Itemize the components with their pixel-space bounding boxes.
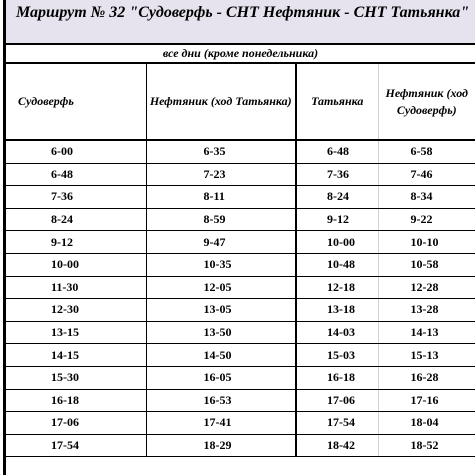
- departure-time-cell: 16-05: [146, 366, 296, 389]
- table-row: [6, 186, 475, 209]
- table-row: [6, 321, 475, 344]
- departure-time-cell: 15-03: [296, 344, 378, 367]
- departure-time-cell: 9-22: [378, 208, 475, 231]
- departure-time-cell: 13-05: [146, 299, 296, 322]
- departure-time-cell: 14-13: [378, 321, 475, 344]
- departure-time-cell: 16-18: [296, 366, 378, 389]
- table-row: [6, 163, 475, 186]
- departure-time-cell: 13-50: [146, 321, 296, 344]
- departure-time-cell: 12-30: [6, 299, 146, 322]
- departure-time-cell: 16-18: [6, 389, 146, 412]
- table-row: [6, 253, 475, 276]
- table-row: [6, 434, 475, 457]
- departure-time-cell: 8-24: [296, 186, 378, 209]
- departure-time-cell: 16-28: [378, 366, 475, 389]
- departure-time-cell: 7-23: [146, 163, 296, 186]
- departure-time-cell: 10-00: [296, 231, 378, 254]
- departure-time-cell: 17-54: [6, 434, 146, 457]
- departure-time-cell: 18-29: [146, 434, 296, 457]
- departure-time-cell: 10-10: [378, 231, 475, 254]
- departure-time-cell: 17-06: [6, 412, 146, 435]
- departure-time-cell: 6-35: [146, 140, 296, 163]
- departure-time-cell: 13-18: [296, 299, 378, 322]
- departure-time-cell: 18-52: [378, 434, 475, 457]
- departure-time-cell: 12-28: [378, 276, 475, 299]
- departure-time-cell: 12-18: [296, 276, 378, 299]
- departure-time-cell: 17-06: [296, 389, 378, 412]
- departure-time-cell: 14-50: [146, 344, 296, 367]
- departure-time-cell: 7-46: [378, 163, 475, 186]
- departure-time-cell: 10-35: [146, 253, 296, 276]
- timetable-body: [6, 140, 475, 457]
- departure-time-cell: 8-59: [146, 208, 296, 231]
- departure-time-cell: 7-36: [296, 163, 378, 186]
- departure-time-cell: 17-54: [296, 412, 378, 435]
- departure-time-cell: 17-16: [378, 389, 475, 412]
- departure-time-cell: 13-15: [6, 321, 146, 344]
- departure-time-cell: 12-05: [146, 276, 296, 299]
- departure-time-cell: 6-00: [6, 140, 146, 163]
- table-row: [6, 366, 475, 389]
- departure-time-cell: 6-48: [6, 163, 146, 186]
- table-row: [6, 344, 475, 367]
- departure-time-cell: 13-28: [378, 299, 475, 322]
- departure-time-cell: 15-30: [6, 366, 146, 389]
- route-title: Маршрут № 32 "Судоверфь - СНТ Нефтяник - СНТ Татьянка": [6, 0, 475, 45]
- departure-time-cell: 8-11: [146, 186, 296, 209]
- departure-time-cell: 8-34: [378, 186, 475, 209]
- table-row: [6, 389, 475, 412]
- departure-time-cell: 14-15: [6, 344, 146, 367]
- table-row: [6, 412, 475, 435]
- table-row: [6, 276, 475, 299]
- schedule-sheet: [3, 0, 475, 475]
- departure-time-cell: 6-48: [296, 140, 378, 163]
- table-row: [6, 231, 475, 254]
- schedule-days-note: все дни (кроме понедельника): [6, 45, 475, 64]
- departure-time-cell: 18-04: [378, 412, 475, 435]
- column-header-sudoverf: Судоверфь: [6, 64, 146, 140]
- departure-time-cell: 14-03: [296, 321, 378, 344]
- table-row: [6, 140, 475, 163]
- column-header-tatyanka: Татьянка: [296, 64, 378, 140]
- departure-time-cell: 18-42: [296, 434, 378, 457]
- departure-time-cell: 17-41: [146, 412, 296, 435]
- departure-time-cell: 9-12: [296, 208, 378, 231]
- departure-time-cell: 10-58: [378, 253, 475, 276]
- departure-time-cell: 16-53: [146, 389, 296, 412]
- column-header-neftyanik-to-sudoverf: Нефтяник (ход Судоверфь): [378, 64, 475, 140]
- table-row: [6, 299, 475, 322]
- table-row: [6, 208, 475, 231]
- departure-time-cell: 11-30: [6, 276, 146, 299]
- timetable: [6, 64, 475, 457]
- departure-time-cell: 9-12: [6, 231, 146, 254]
- header-row: [6, 64, 475, 140]
- departure-time-cell: 7-36: [6, 186, 146, 209]
- departure-time-cell: 9-47: [146, 231, 296, 254]
- departure-time-cell: 10-00: [6, 253, 146, 276]
- column-header-neftyanik-to-tatyanka: Нефтяник (ход Татьянка): [146, 64, 296, 140]
- departure-time-cell: 8-24: [6, 208, 146, 231]
- departure-time-cell: 10-48: [296, 253, 378, 276]
- departure-time-cell: 6-58: [378, 140, 475, 163]
- departure-time-cell: 15-13: [378, 344, 475, 367]
